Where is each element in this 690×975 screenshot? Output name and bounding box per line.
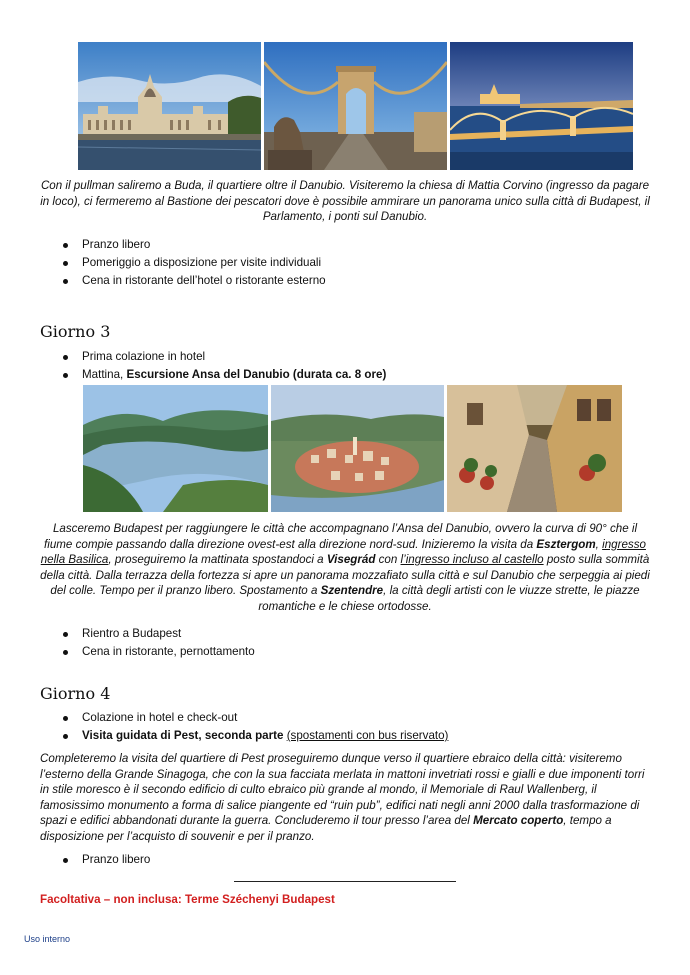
text-span: , proseguiremo la mattinata spostandoci a (108, 553, 327, 566)
parliament-photo (78, 42, 261, 170)
text-span: con (375, 553, 401, 566)
day3-end-bullets (62, 625, 255, 661)
list-item (62, 727, 448, 745)
place-szentendre: Szentendre (320, 584, 384, 597)
szentendre-aerial-photo (271, 385, 444, 512)
text-span: , (595, 537, 603, 551)
day2-bullets (62, 236, 326, 290)
day4-heading: Giorno 4 (40, 684, 111, 703)
text-span: , tempo a disposizione per l’acquisto di souvenir e per il pranzo. (40, 814, 612, 843)
day3-bullets (62, 348, 386, 384)
danube-bend-description (40, 521, 650, 614)
list-item (62, 366, 386, 384)
list-item: Cena in ristorante, pernottamento (62, 643, 255, 661)
list-item-prefix: Mattina, (82, 368, 127, 381)
list-item: Colazione in hotel e check-out (62, 709, 448, 727)
buda-description-text: Con il pullman saliremo a Buda, il quartiere oltre il Danubio. Visiteremo la chiesa di Mattia Corvino (ingresso da pagare in loco), ci fermeremo al Bastione dei pescatori dove è possibile ammirare un panorama unico sulla città di Budapest, il Parlamento, i ponti sul Danubio. (40, 179, 650, 223)
text-span: , la città degli artisti con le viuzze strette, le piazze romantiche e le chiese ortodosse. (258, 584, 640, 613)
place-visegrad: Visegrád (326, 553, 376, 566)
section-divider (234, 881, 456, 882)
place-esztergom: Esztergom (536, 537, 596, 551)
day4-end-bullets (62, 851, 150, 869)
transport-note: (spostamenti con bus riservato) (286, 729, 449, 742)
internal-use-footer: Uso interno (24, 934, 71, 944)
place-mercato-coperto: Mercato coperto (473, 814, 564, 827)
guided-visit-title: Visita guidata di Pest, seconda parte (82, 729, 284, 742)
list-item: Pranzo libero (62, 236, 326, 254)
optional-excursion-note: Facoltativa – non inclusa: Terme Széchenyi Budapest (40, 893, 335, 906)
szentendre-street-photo (447, 385, 622, 512)
excursion-title: Escursione Ansa del Danubio (durata ca. 8 ore) (126, 368, 387, 381)
pest-description (40, 751, 650, 844)
text-span: Completeremo la visita del quartiere di Pest proseguiremo dunque verso il quartiere ebraico della città: visiteremo l’esterno della Grande Sinagoga, che con la sua facciata merlata in mattoni invetriati rossi e gialli e due imponenti torri in stile moresco è il secondo edificio di culto ebraico più grande al mondo, il Memoriale di Raul Wallenberg, il famosissimo monumento a forma di salice piangente ed “ruin pub”, edifici nati negli anni 2000 dalla trasformazione di spazi e edifici abbandonati durante la guerra. Concluderemo il tour presso l’area del (40, 752, 645, 827)
danube-bend-photo (83, 385, 268, 512)
budapest-night-photo (450, 42, 633, 170)
list-item: Cena in ristorante dell’hotel o ristorante esterno (62, 272, 326, 290)
photo-gallery-budapest (78, 42, 633, 170)
day3-heading: Giorno 3 (40, 322, 111, 341)
list-item: Pranzo libero (62, 851, 150, 869)
list-item: Prima colazione in hotel (62, 348, 386, 366)
basilica-entry-note: ingresso nella Basilica (40, 537, 646, 566)
buda-description (40, 178, 650, 225)
castle-entry-note: l’ingresso incluso al castello (400, 553, 544, 566)
list-item: Rientro a Budapest (62, 625, 255, 643)
list-item: Pomeriggio a disposizione per visite individuali (62, 254, 326, 272)
text-span: posto sulla sommità della città. Dalla terrazza della fortezza si apre un panorama mozzafiato sulla città e sul Danubio che serpeggia ai piedi del colle. Tempo per il pranzo libero. Spostamento a (40, 553, 650, 597)
day4-bullets (62, 709, 448, 745)
text-span: Lasceremo Budapest per raggiungere le città che accompagnano l’Ansa del Danubio, ovvero la curva di 90° che il fiume compie passando dalla direzione ovest-est alla direzione nord-sud. Inizieremo la visita da (44, 522, 638, 551)
chain-bridge-photo (264, 42, 447, 170)
photo-gallery-danube-bend (83, 385, 622, 512)
